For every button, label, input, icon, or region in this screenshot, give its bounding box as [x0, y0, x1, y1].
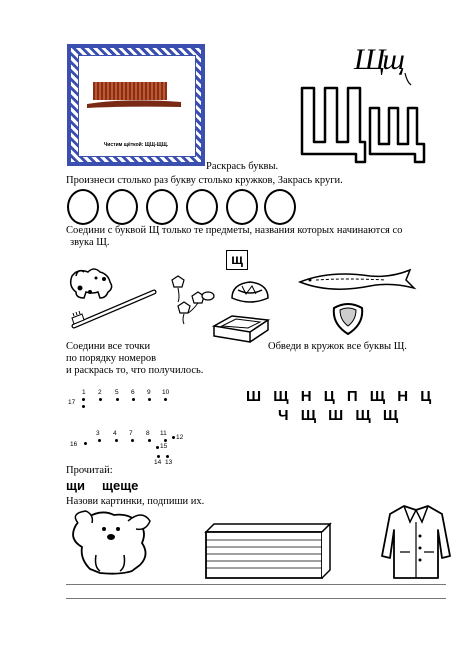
instruction-connect-1: Соедини с буквой Щ только те предметы, названия которых начинаются со — [66, 225, 403, 236]
dot-label: 5 — [115, 389, 119, 396]
box-icon — [210, 310, 270, 344]
dot — [98, 439, 101, 442]
dot-label: 2 — [98, 389, 102, 396]
dot-label: 16 — [70, 441, 78, 448]
dot-label: 11 — [160, 430, 167, 437]
card-caption: Чистим щёткой: ЩЩ-ЩЩ. — [103, 142, 169, 148]
card-frame — [67, 44, 205, 166]
dot — [84, 442, 87, 445]
dot-label: 12 — [176, 434, 184, 441]
dot — [116, 398, 119, 401]
instruction-circle-letters: Обведи в кружок все буквы Щ. — [268, 341, 407, 352]
dot — [156, 446, 159, 449]
instruction-circles: Произнеси столько раз букву столько кружков, Закрась круги. — [66, 175, 343, 186]
dot — [148, 439, 151, 442]
dot-label: 4 — [113, 430, 117, 437]
dot — [131, 439, 134, 442]
wooden-box-icon — [200, 520, 336, 582]
dot-label: 14 — [154, 459, 162, 466]
instruction-name-pictures: Назови картинки, подпиши их. — [66, 496, 205, 507]
read-word-1: щи — [66, 478, 85, 493]
shield-icon — [328, 300, 368, 336]
writing-line-1 — [66, 584, 446, 585]
letter-box — [226, 250, 248, 270]
dot-label: 15 — [160, 443, 168, 450]
instruction-read: Прочитай: — [66, 465, 113, 476]
writing-line-2 — [66, 598, 446, 599]
pike-fish-icon — [296, 268, 422, 294]
letter-row-2: Ч Щ Ш Щ Щ — [278, 407, 402, 424]
dot — [132, 398, 135, 401]
bag-icon — [228, 276, 272, 310]
dot — [82, 398, 85, 401]
circle-1 — [67, 189, 99, 225]
dot-label: 9 — [147, 389, 151, 396]
dot — [148, 398, 151, 401]
instruction-dots-3: и раскрась то, что получилось. — [66, 365, 204, 376]
coat-icon — [380, 500, 452, 582]
dot — [99, 398, 102, 401]
dot-label: 17 — [68, 399, 76, 406]
dot — [166, 455, 169, 458]
flowers-icon — [164, 270, 216, 328]
dot — [82, 405, 85, 408]
cursive-letter: Щщ — [354, 43, 402, 76]
letter-box-text: щ — [231, 251, 243, 267]
toothbrush-icon — [85, 74, 185, 119]
circle-3 — [146, 189, 178, 225]
circle-4 — [186, 189, 218, 225]
dot-label: 1 — [82, 389, 86, 396]
dot-label: 7 — [129, 430, 133, 437]
dot-label: 10 — [162, 389, 170, 396]
dot — [115, 439, 118, 442]
instruction-connect-2: звука Щ. — [70, 237, 110, 248]
dot — [157, 455, 160, 458]
dot-label: 3 — [96, 430, 100, 437]
toothbrush-drawing-icon — [66, 286, 162, 334]
instruction-color-letters: Раскрась буквы. — [206, 161, 279, 172]
instruction-dots-1: Соедини все точки — [66, 341, 151, 352]
circle-2 — [106, 189, 138, 225]
instruction-dots-2: по порядку номеров — [66, 353, 157, 364]
circle-5 — [226, 189, 258, 225]
letter-row-1: Ш Щ Н Ц П Щ Н Ц — [246, 388, 435, 405]
dot — [164, 398, 167, 401]
outline-letters — [298, 84, 438, 166]
dot-label: 6 — [131, 389, 135, 396]
dot — [172, 436, 175, 439]
dot-label: 8 — [146, 430, 150, 437]
puppy-large-icon — [66, 505, 162, 577]
dot-label: 13 — [165, 459, 173, 466]
read-word-2: щеще — [102, 478, 139, 493]
dot — [164, 439, 167, 442]
circle-6 — [264, 189, 296, 225]
